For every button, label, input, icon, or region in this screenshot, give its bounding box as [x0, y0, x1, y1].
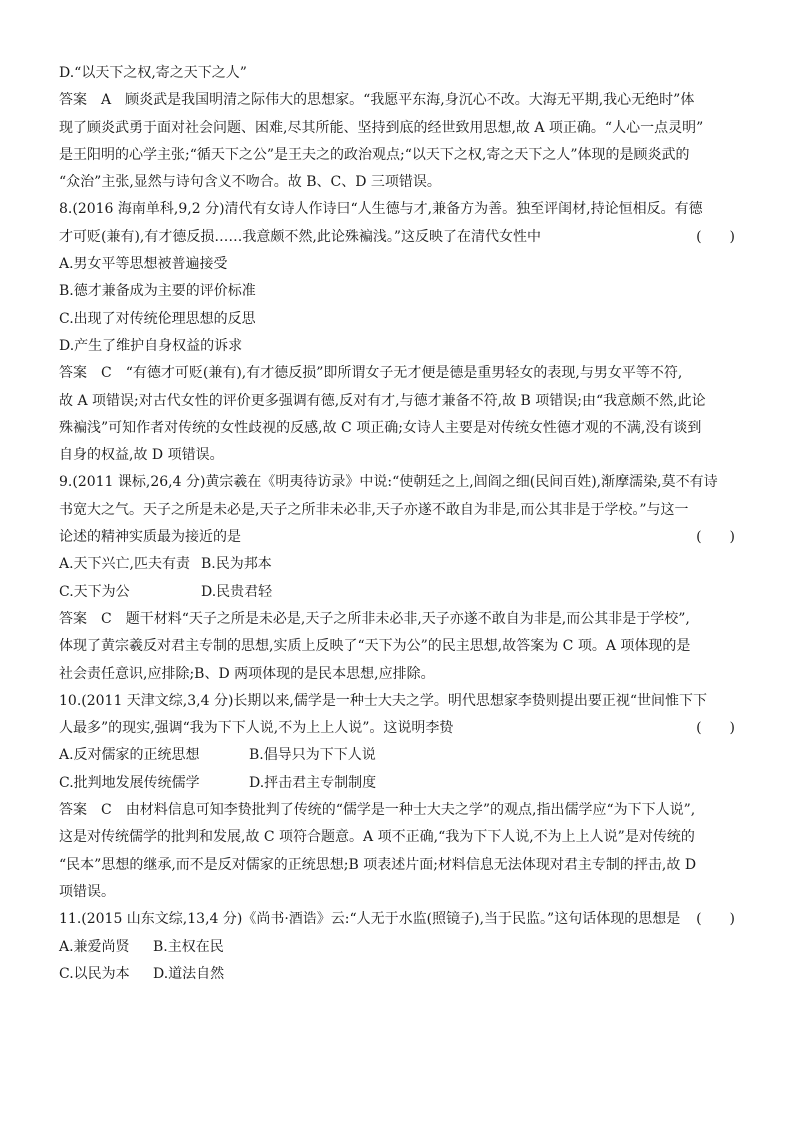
q8-answer-blank: ( ): [696, 228, 735, 245]
q10-stem-line: 10.(2011 天津文综,3,4 分)长期以来,儒学是一种士大夫之学。明代思想家李贽则提出要正视“世间惟下下: [59, 692, 708, 709]
q8-answer-line: 答案 C “有德才可贬(兼有),有才德反损”即所谓女子无才便是德是重男轻女的表现,与男女平等不符,: [59, 365, 683, 382]
q9-options-row: [59, 579, 735, 606]
q11-answer-blank: ( ): [696, 911, 735, 928]
q10-answer-line: “民本”思想的继承,而不是反对儒家的正统思想;B 项表述片面;材料信息无法体现对君主专制的抨击,故 D: [59, 856, 697, 873]
q7-answer-line: “众治”主张,显然与诗句含义不吻合。故 B、C、D 三项错误。: [59, 174, 441, 191]
q11-option-c: C.以民为本: [59, 965, 130, 982]
q8-option-b: B.德才兼备成为主要的评价标准: [59, 283, 256, 300]
q10-option-d: D.抨击君主专制制度: [249, 774, 377, 791]
q11-option-a: A.兼爱尚贤: [59, 938, 130, 955]
q9-stem-line: 论述的精神实质最为接近的是 ( ): [59, 524, 735, 551]
q7-option-d: D.“以天下之权,寄之天下之人”: [59, 65, 247, 81]
q9-option-c: C.天下为公: [59, 583, 130, 600]
q11-options-row: [59, 934, 735, 961]
q10-option-c: C.批判地发展传统儒学: [59, 774, 200, 791]
q10-answer-line: 答案 C 由材料信息可知李贽批判了传统的“儒学是一种士大夫之学”的观点,指出儒学应“为下下人说”,: [59, 802, 696, 819]
q8-stem-line: 才可贬(兼有),有才德反损……我意颇不然,此论殊褊浅。”这反映了在清代女性中 ( ): [59, 224, 735, 251]
q10-options-row: [59, 770, 735, 797]
q9-answer-blank: ( ): [696, 529, 735, 546]
q10-stem-line: 人最多”的现实,强调“我为下下人说,不为上上人说”。这说明李贽 ( ): [59, 715, 735, 742]
q10-answer-line: 项错误。: [59, 883, 115, 900]
q8-answer-line: 殊褊浅”可知作者对传统的女性歧视的反感,故 C 项正确;女诗人主要是对传统女性德才观的不满,没有谈到: [59, 419, 702, 436]
q7-answer-line: 是王阳明的心学主张;“循天下之公”是王夫之的政治观点;“以天下之权,寄之天下之人”体现的是顾炎武的: [59, 146, 690, 163]
q10-answer-line: 这是对传统儒学的批判和发展,故 C 项符合题意。A 项不正确,“我为下下人说,不为上上人说”是对传统的: [59, 829, 695, 846]
q9-option-d: D.民贵君轻: [201, 583, 273, 600]
q10-answer-blank: ( ): [696, 720, 735, 737]
q9-answer-line: 体现了黄宗羲反对君主专制的思想,实质上反映了“天下为公”的民主思想,故答案为 C 项。A 项体现的是: [59, 638, 691, 655]
q9-stem-line: 9.(2011 课标,26,4 分)黄宗羲在《明夷待访录》中说:“使朝廷之上,闾阎之细(民间百姓),渐摩濡染,莫不有诗: [59, 474, 718, 491]
q10-options-row: [59, 742, 735, 769]
q10-option-b: B.倡导只为下下人说: [249, 747, 376, 764]
document-page: [59, 60, 735, 988]
q8-answer-line: 自身的权益,故 D 项错误。: [59, 447, 224, 464]
q8-answer-line: 故 A 项错误;对古代女性的评价更多强调有德,反对有才,与德才兼备不符,故 B 项错误;由“我意颇不然,此论: [59, 392, 706, 409]
q8-option-a: A.男女平等思想被普遍接受: [59, 256, 228, 273]
q7-answer-line: 答案 A 顾炎武是我国明清之际伟大的思想家。“我愿平东海,身沉心不改。大海无平期,我心无绝时”体: [59, 92, 695, 109]
q9-options-row: [59, 551, 735, 578]
q11-options-row: [59, 961, 735, 988]
q11-option-b: B.主权在民: [153, 938, 224, 955]
q8-option-c: C.出现了对传统伦理思想的反思: [59, 310, 256, 327]
q8-option-d: D.产生了维护自身权益的诉求: [59, 337, 243, 354]
q9-stem-line: 书宽大之气。天子之所是未必是,天子之所非未必非,天子亦遂不敢自为非是,而公其非是于学校。”与这一: [59, 501, 689, 518]
q8-stem-line: 8.(2016 海南单科,9,2 分)清代有女诗人作诗曰“人生德与才,兼备方为善。独至评闺材,持论恒相反。有德: [59, 201, 703, 218]
q9-answer-line: 答案 C 题干材料“天子之所是未必是,天子之所非未必非,天子亦遂不敢自为非是,而公其非是于学校”,: [59, 610, 690, 627]
q10-option-a: A.反对儒家的正统思想: [59, 747, 200, 764]
q9-option-b: B.民为邦本: [201, 556, 272, 573]
q11-option-d: D.道法自然: [153, 965, 225, 982]
q7-answer-line: 现了顾炎武勇于面对社会问题、困难,尽其所能、坚持到底的经世致用思想,故 A 项正确。“人心一点灵明”: [59, 119, 704, 136]
q9-answer-line: 社会责任意识,应排除;B、D 两项体现的是民本思想,应排除。: [59, 665, 435, 682]
q11-stem-line: 11.(2015 山东文综,13,4 分)《尚书·酒诰》云:“人无于水监(照镜子),当于民监。”这句话体现的思想是 ( ): [59, 906, 735, 933]
q9-option-a: A.天下兴亡,匹夫有责: [59, 556, 191, 573]
